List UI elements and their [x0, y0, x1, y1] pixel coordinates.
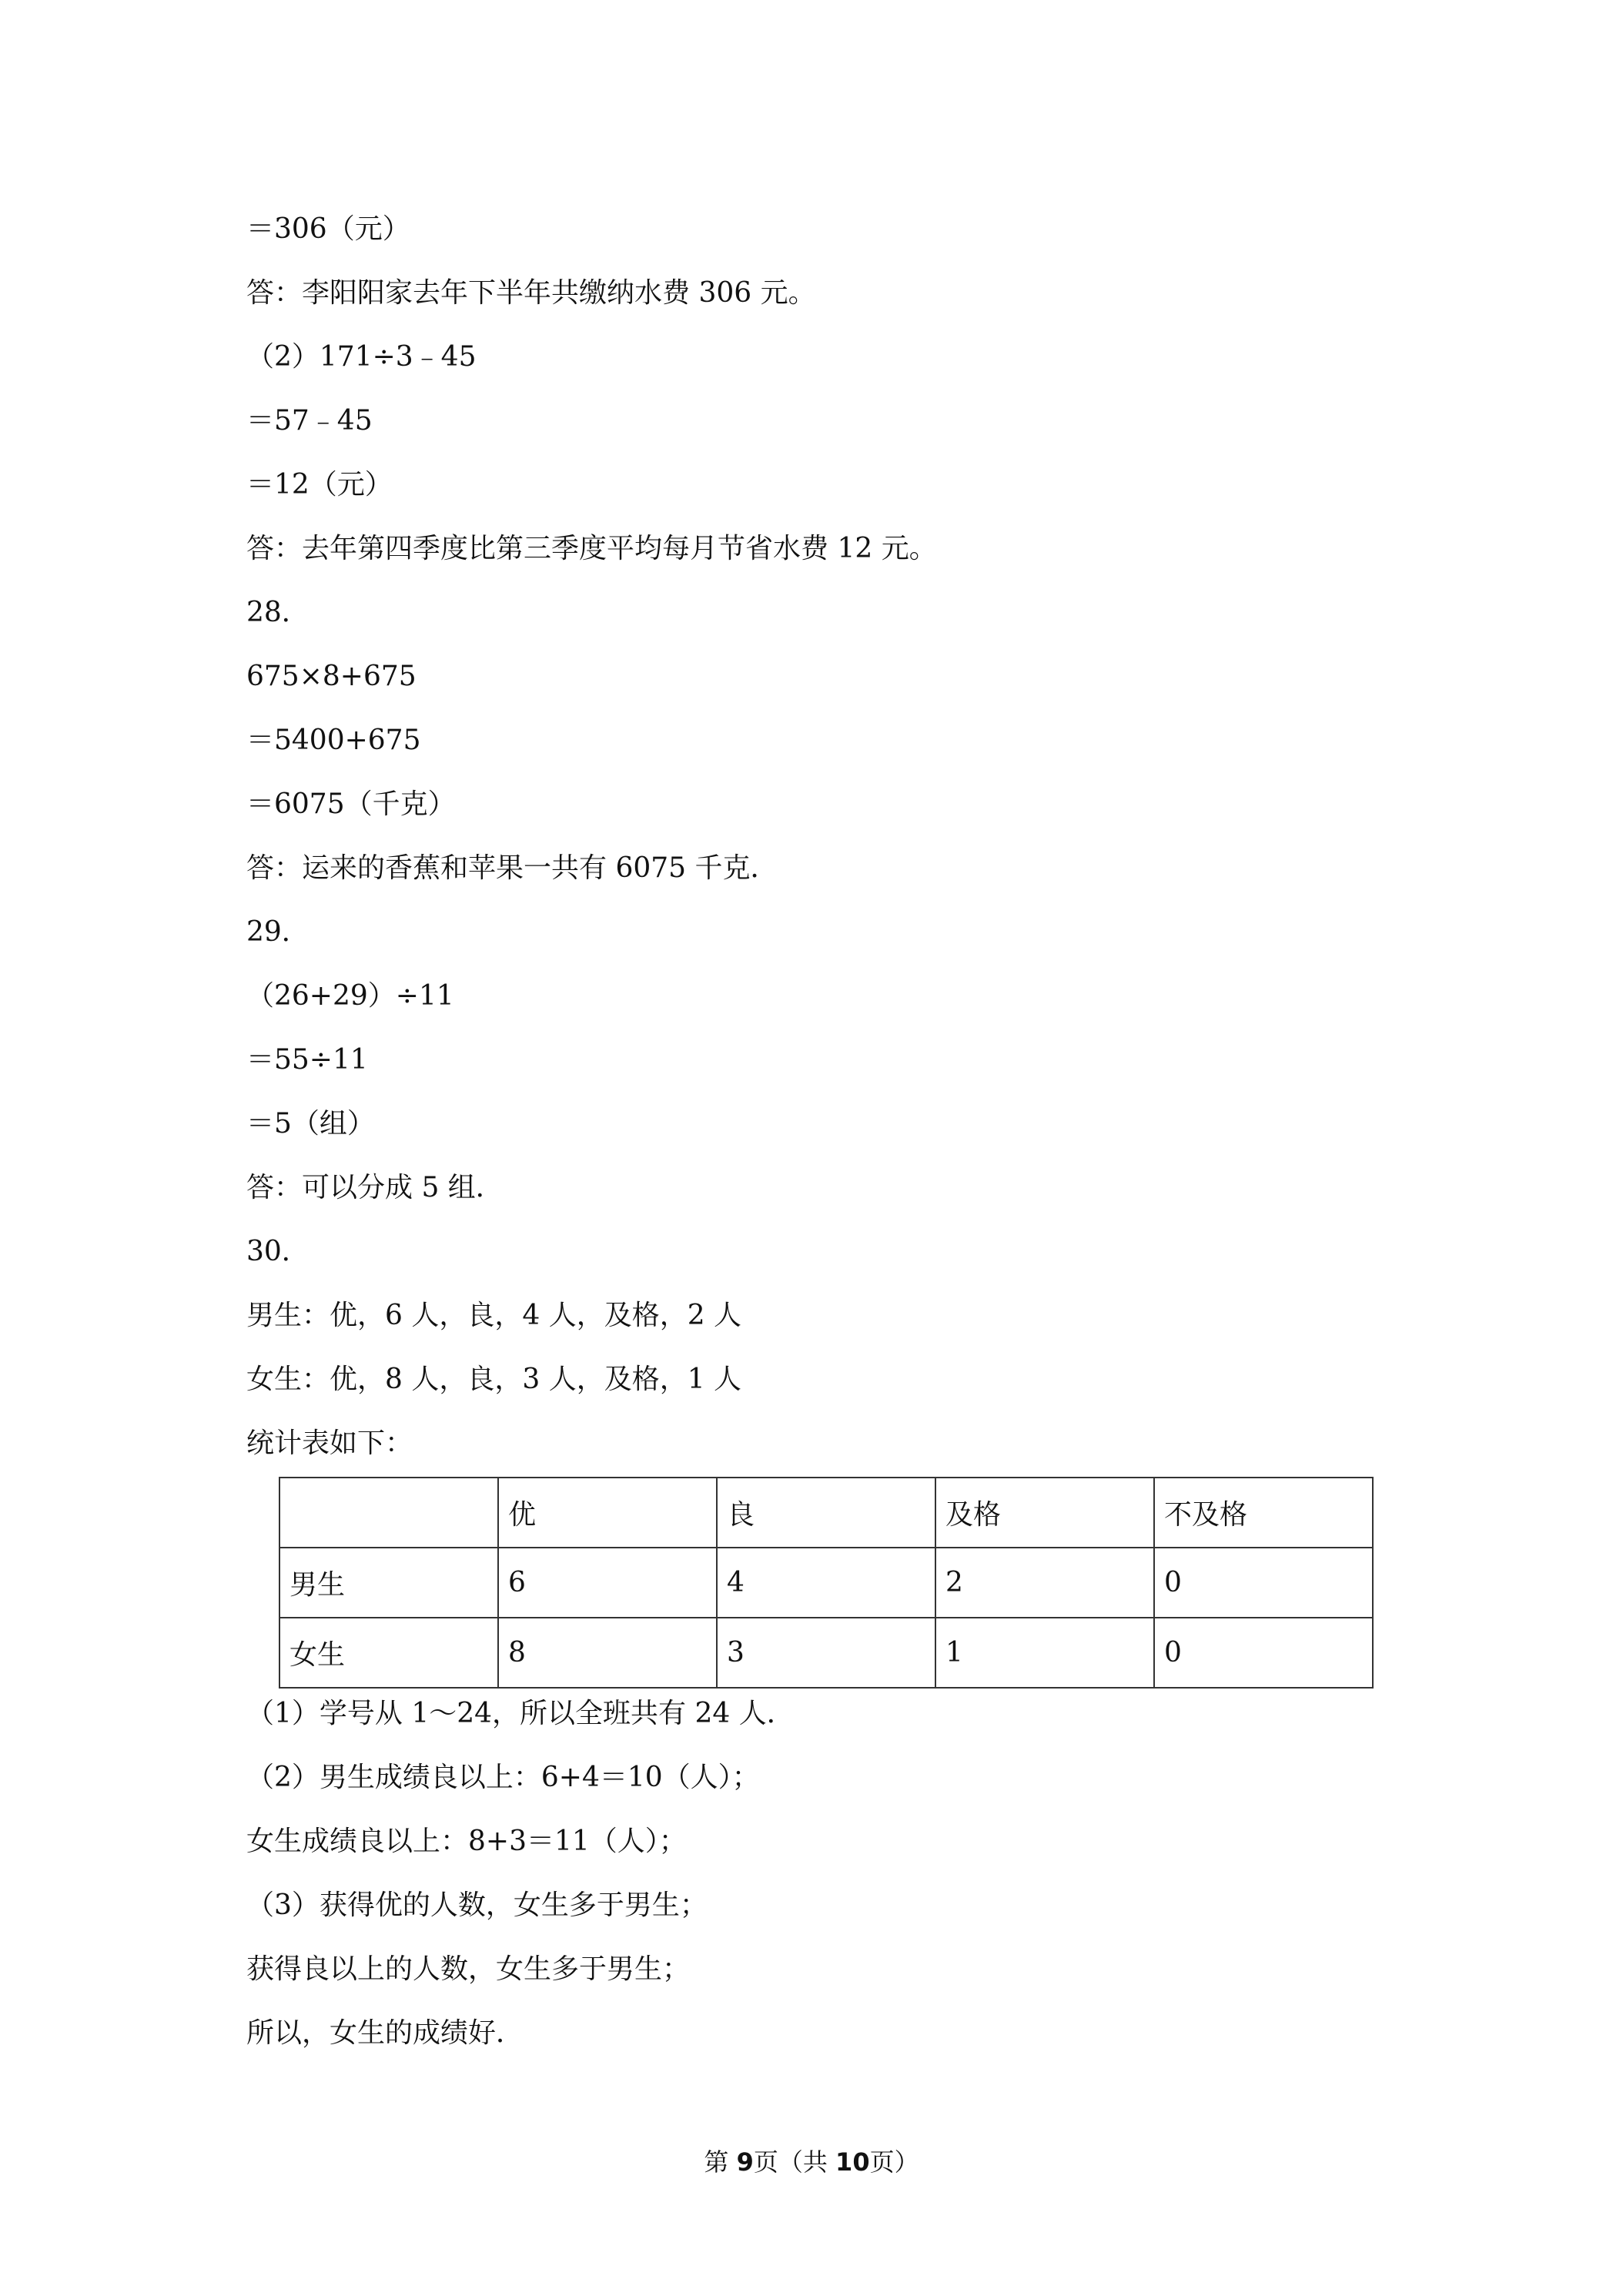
table-cell: 3 — [717, 1618, 935, 1688]
table-cell: 0 — [1154, 1618, 1373, 1688]
line-14: ＝5（组） — [246, 1108, 375, 1140]
page-number: 9 — [736, 2147, 754, 2177]
line-22: 女生成绩良以上：8+3＝11（人）； — [246, 1826, 687, 1857]
line-7: 675×8+675 — [246, 661, 417, 692]
page-total: 10 — [835, 2147, 870, 2177]
table-header-row — [279, 1478, 1373, 1548]
table-row — [279, 1618, 1373, 1688]
row-label-boys: 男生 — [279, 1548, 498, 1618]
line-23: （3）获得优的人数，女生多于男生； — [246, 1889, 708, 1921]
line-17: 男生：优，6 人，良，4 人，及格，2 人 — [246, 1300, 742, 1331]
row-label-girls: 女生 — [279, 1618, 498, 1688]
table-cell: 2 — [935, 1548, 1154, 1618]
table-cell: 0 — [1154, 1548, 1373, 1618]
line-10: 答：运来的香蕉和苹果一共有 6075 千克． — [246, 852, 778, 884]
line-8: ＝5400+675 — [246, 725, 421, 756]
table-cell: 4 — [717, 1548, 935, 1618]
line-24: 获得良以上的人数，女生多于男生； — [246, 1953, 691, 1985]
footer-prefix: 第 — [704, 2147, 737, 2177]
line-25: 所以，女生的成绩好． — [246, 2017, 524, 2049]
header-cell-pass: 及格 — [935, 1478, 1154, 1548]
line-18: 女生：优，8 人，良，3 人，及格，1 人 — [246, 1364, 742, 1395]
line-20: （1）学号从 1～24，所以全班共有 24 人． — [246, 1698, 795, 1729]
line-19: 统计表如下： — [246, 1427, 413, 1459]
page-footer — [0, 2148, 1623, 2176]
line-11: 29． — [246, 916, 310, 948]
header-cell-excellent: 优 — [498, 1478, 717, 1548]
line-0: ＝306（元） — [246, 213, 410, 245]
footer-suffix: 页） — [869, 2147, 919, 2177]
line-15: 答：可以分成 5 组． — [246, 1172, 504, 1203]
table-row — [279, 1548, 1373, 1618]
footer-middle: 页（共 — [753, 2147, 836, 2177]
header-cell-empty — [279, 1478, 498, 1548]
line-2: （2）171÷3﹣45 — [246, 341, 477, 373]
line-3: ＝57﹣45 — [246, 405, 373, 437]
line-21: （2）男生成绩良以上：6+4＝10（人）； — [246, 1762, 760, 1793]
line-13: ＝55÷11 — [246, 1044, 368, 1076]
table-cell: 8 — [498, 1618, 717, 1688]
line-16: 30． — [246, 1236, 310, 1267]
stats-table — [279, 1477, 1374, 1689]
line-5: 答：去年第四季度比第三季度平均每月节省水费 12 元。 — [246, 533, 937, 564]
line-1: 答：李阳阳家去年下半年共缴纳水费 306 元。 — [246, 277, 816, 309]
header-cell-good: 良 — [717, 1478, 935, 1548]
table-cell: 1 — [935, 1618, 1154, 1688]
line-9: ＝6075（千克） — [246, 788, 456, 820]
line-4: ＝12（元） — [246, 469, 393, 500]
line-6: 28． — [246, 597, 310, 628]
header-cell-fail: 不及格 — [1154, 1478, 1373, 1548]
line-12: （26+29）÷11 — [246, 980, 454, 1012]
table-cell: 6 — [498, 1548, 717, 1618]
